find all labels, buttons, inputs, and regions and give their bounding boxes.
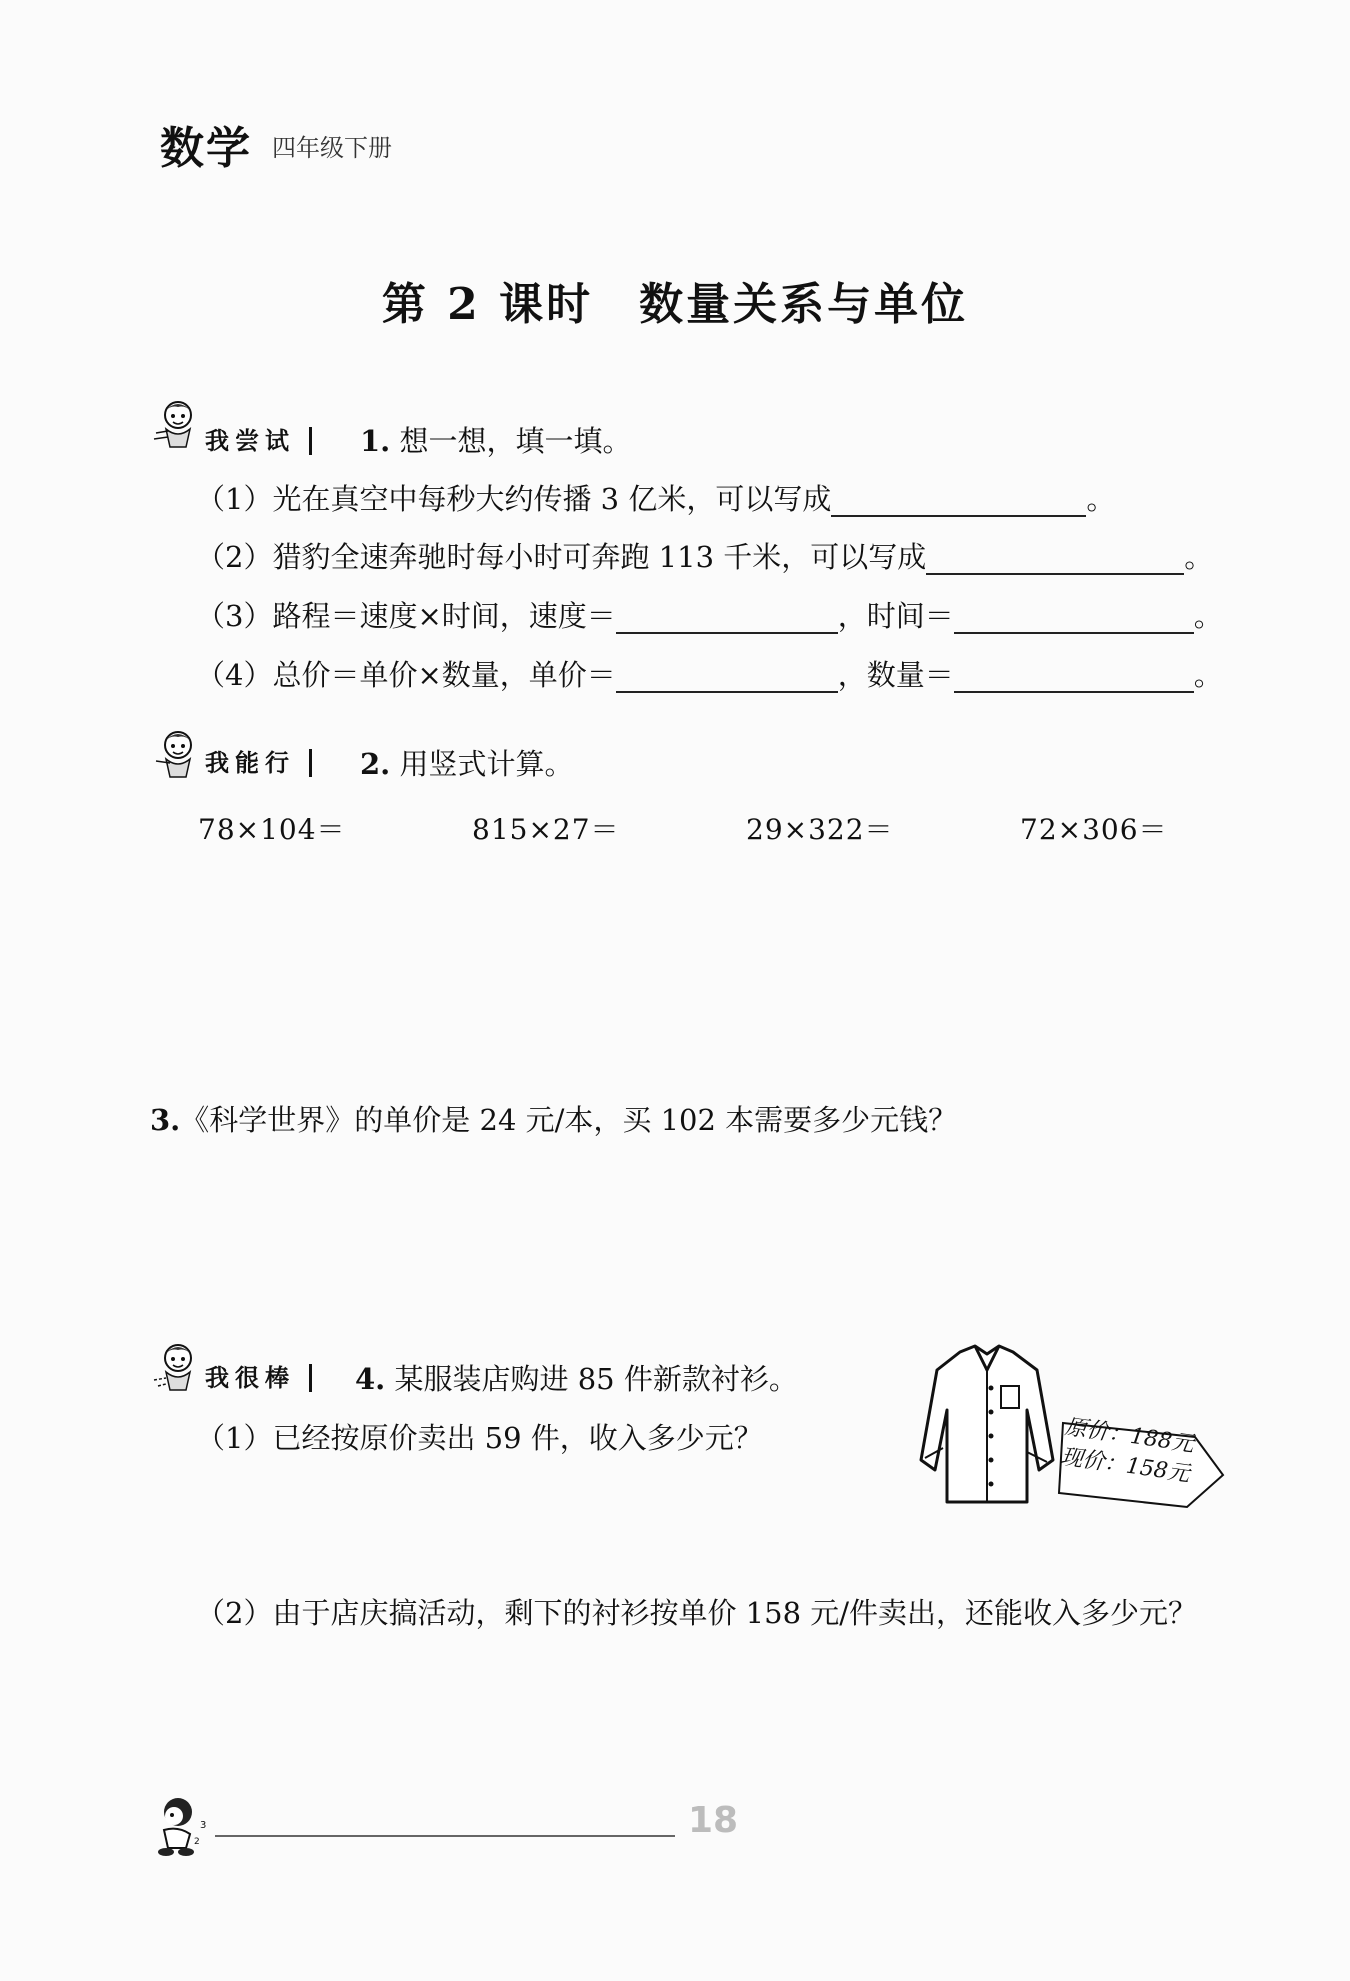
answer-blank[interactable] xyxy=(616,602,838,634)
answer-blank[interactable] xyxy=(954,661,1194,693)
section-tag-try: 我尝试 xyxy=(205,427,312,455)
question-2-number: 2. xyxy=(360,747,391,781)
calc-2: 815×27＝ xyxy=(472,813,620,846)
mascot-girl-icon xyxy=(152,1338,198,1394)
question-2-text: 用竖式计算。 xyxy=(399,747,574,781)
mascot-girl-icon xyxy=(152,725,198,781)
question-1-item-2 xyxy=(196,539,1213,575)
item-2-end: 。 xyxy=(1184,540,1214,574)
question-3 xyxy=(150,1102,957,1138)
item-3-end: 。 xyxy=(1193,599,1223,633)
item-4-text: （4）总价＝单价×数量，单价＝ xyxy=(196,658,616,692)
question-3-text: 《科学世界》的单价是 24 元/本，买 102 本需要多少元钱？ xyxy=(180,1103,958,1137)
question-1-text: 想一想，填一填。 xyxy=(399,424,632,458)
item-1-end: 。 xyxy=(1086,482,1116,516)
page-number: 18 xyxy=(688,1800,739,1841)
question-4-number: 4. xyxy=(355,1362,386,1396)
footer-mascot-icon xyxy=(150,1790,220,1860)
lesson-title xyxy=(0,268,1350,332)
question-4-sub-1: （1）已经按原价卖出 59 件，收入多少元？ xyxy=(196,1421,763,1455)
question-4-heading xyxy=(355,1361,798,1397)
footer-line xyxy=(215,1835,675,1837)
calc-1: 78×104＝ xyxy=(198,813,346,846)
subject-label: 数学 xyxy=(160,112,252,176)
question-4-text: 某服装店购进 85 件新款衬衫。 xyxy=(394,1362,798,1396)
question-1-item-3 xyxy=(196,598,1223,634)
original-price: 原价：188元 xyxy=(1063,1414,1196,1458)
svg-text:2: 2 xyxy=(194,1837,200,1847)
question-2-heading xyxy=(360,746,574,782)
lesson-topic: 数量关系与单位 xyxy=(639,279,969,330)
question-3-number: 3. xyxy=(150,1103,181,1137)
calc-3: 29×322＝ xyxy=(746,813,894,846)
mascot-girl-icon xyxy=(152,395,198,451)
item-3-text: （3）路程＝速度×时间，速度＝ xyxy=(196,599,616,633)
question-1-number: 1. xyxy=(360,424,391,458)
price-tag xyxy=(1054,1413,1205,1522)
grade-label: 四年级下册 xyxy=(272,134,392,162)
item-3-mid: ，时间＝ xyxy=(837,599,954,633)
answer-blank[interactable] xyxy=(954,602,1194,634)
question-1-item-1 xyxy=(196,481,1115,517)
item-2-text: （2）猎豹全速奔驰时每小时可奔跑 113 千米，可以写成 xyxy=(196,540,927,574)
answer-blank[interactable] xyxy=(616,661,838,693)
section-tag-great: 我很棒 xyxy=(205,1364,312,1392)
question-1-heading xyxy=(360,423,632,459)
answer-blank[interactable] xyxy=(831,485,1086,517)
item-1-text: （1）光在真空中每秒大约传播 3 亿米，可以写成 xyxy=(196,482,832,516)
svg-text:3: 3 xyxy=(200,1820,207,1831)
calc-4: 72×306＝ xyxy=(1020,813,1168,846)
item-4-end: 。 xyxy=(1193,658,1223,692)
question-1-item-4 xyxy=(196,657,1223,693)
lesson-number: 第 2 课时 xyxy=(381,279,594,330)
shirt-icon xyxy=(915,1340,1055,1510)
answer-blank[interactable] xyxy=(926,543,1184,575)
section-tag-can-do: 我能行 xyxy=(205,749,312,777)
current-price: 现价：158元 xyxy=(1059,1444,1192,1488)
item-4-mid: ，数量＝ xyxy=(837,658,954,692)
question-4-sub-2: （2）由于店庆搞活动，剩下的衬衫按单价 158 元/件卖出，还能收入多少元？ xyxy=(196,1596,1198,1630)
